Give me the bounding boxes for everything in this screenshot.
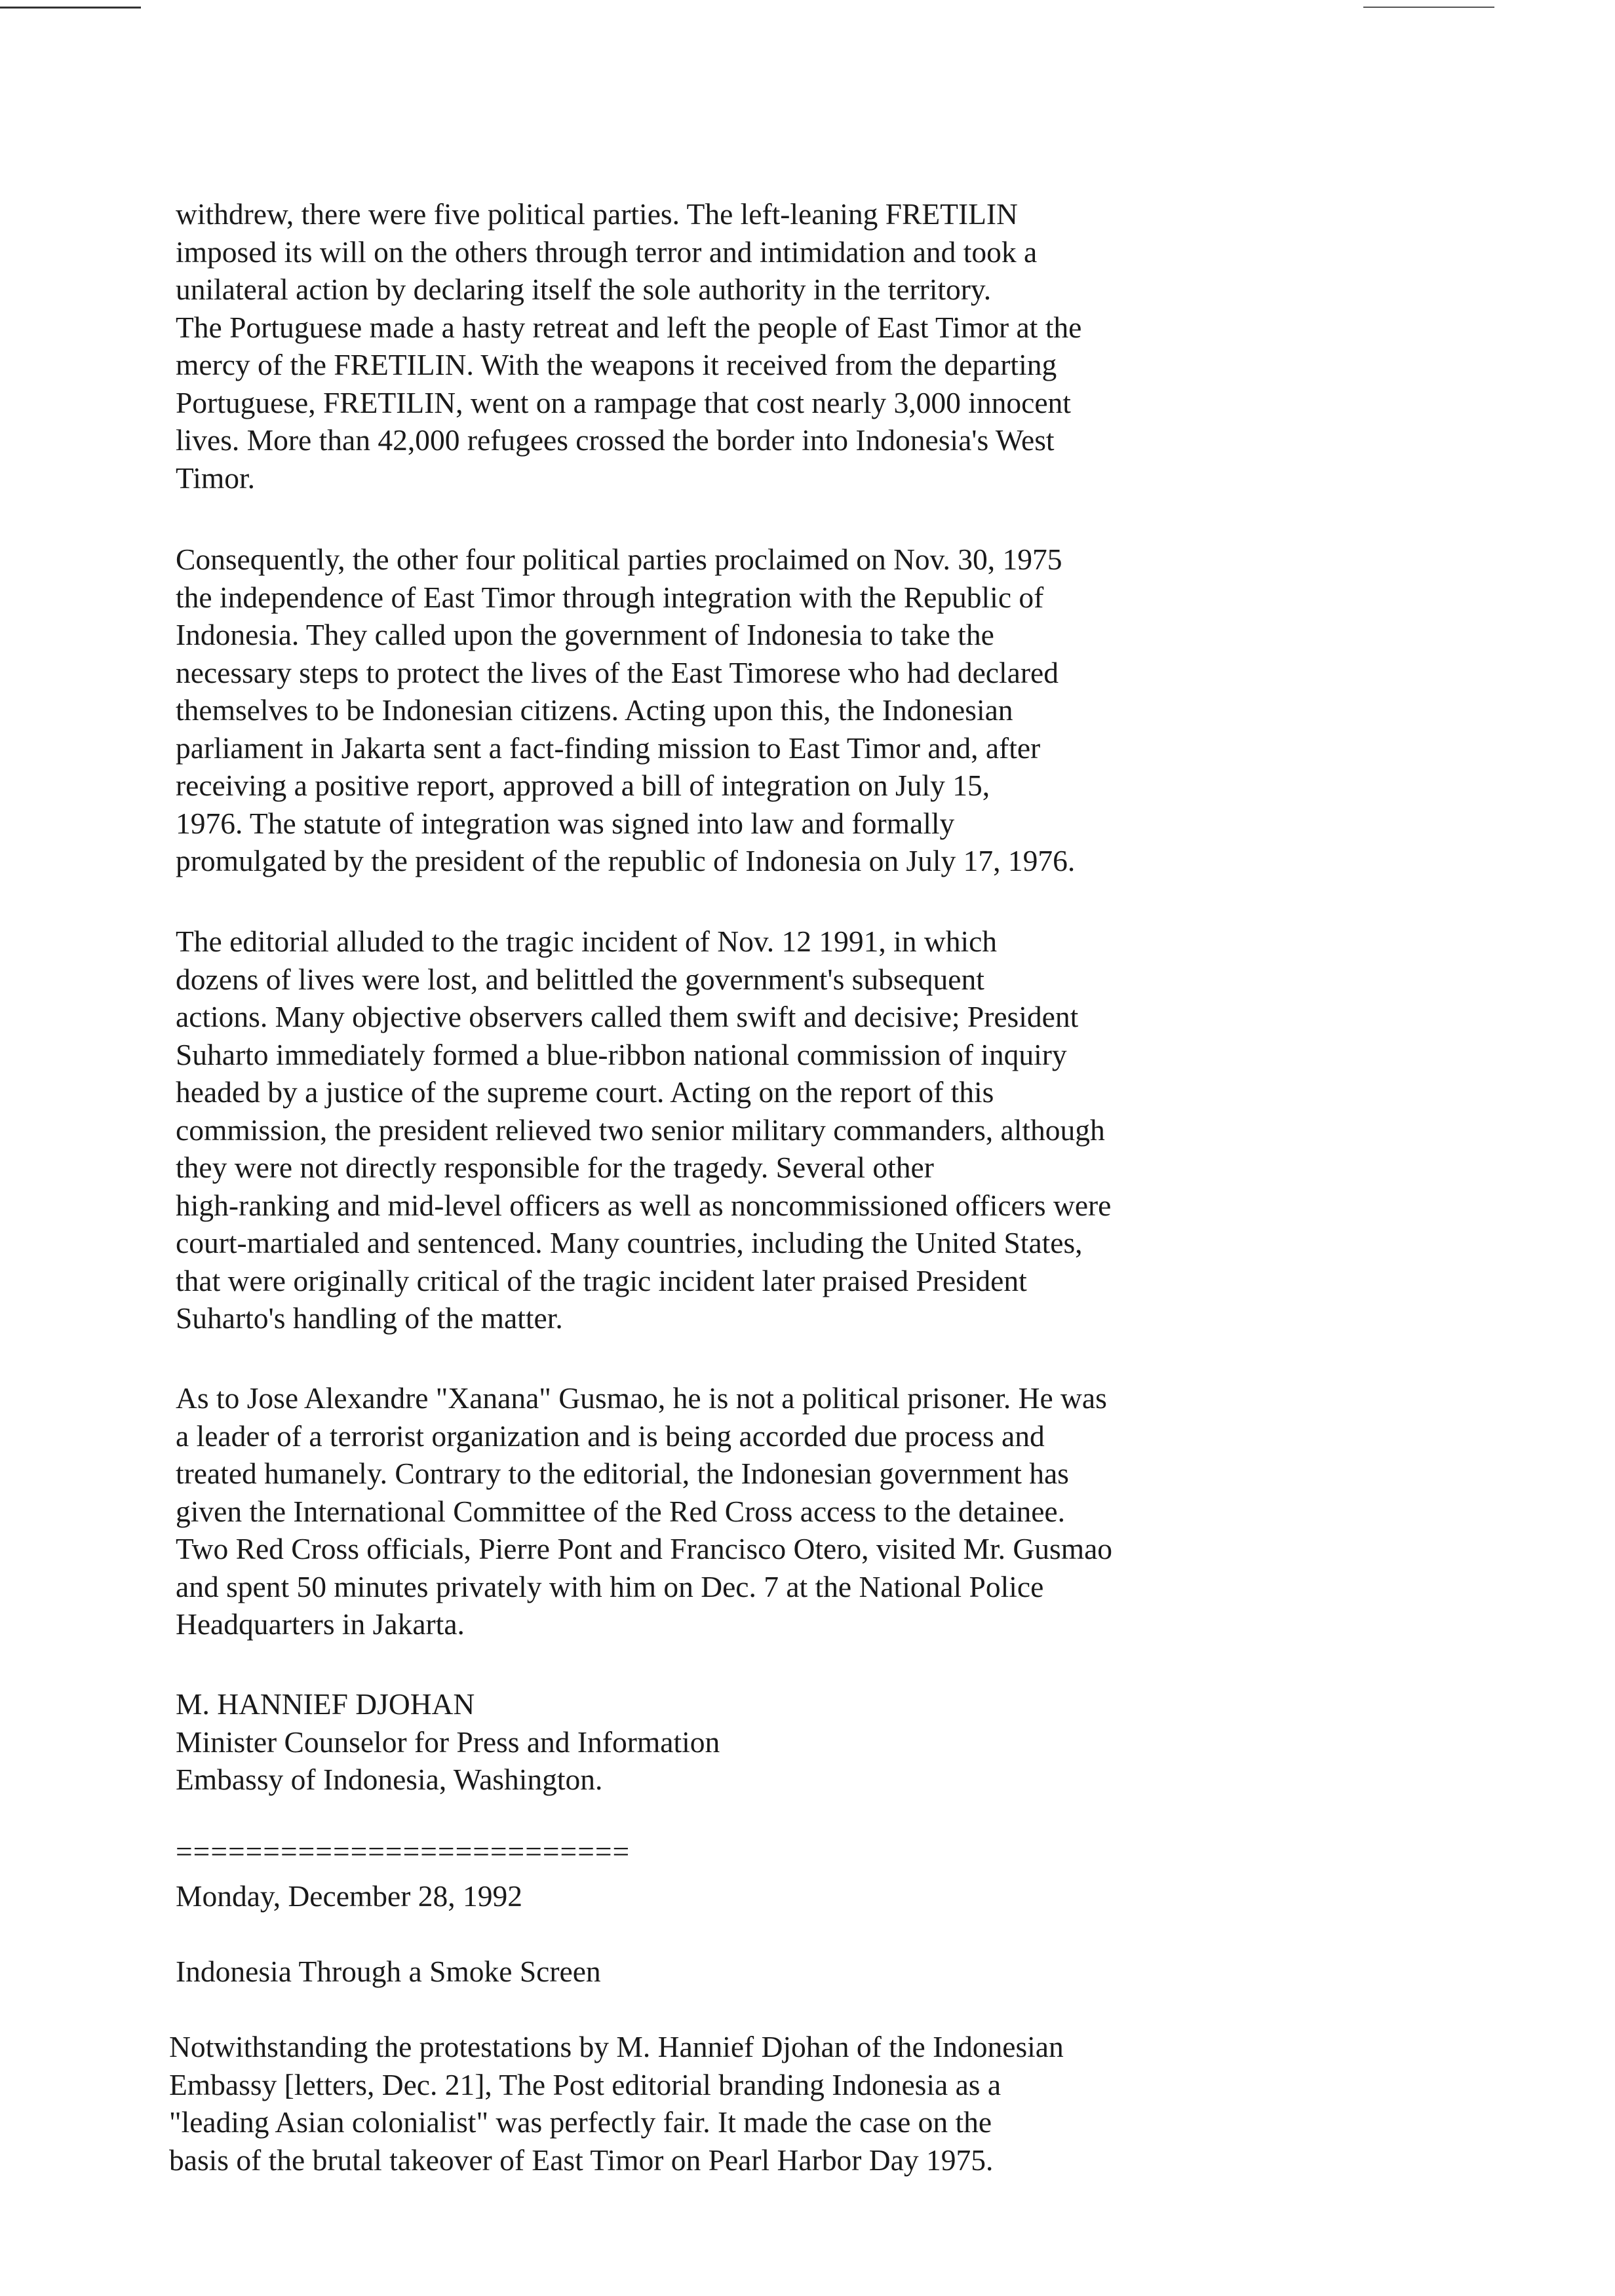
scan-edge-rule-right (1363, 7, 1494, 8)
text-line: high-ranking and mid-level officers as well as noncommissioned officers were (176, 1188, 1112, 1222)
text-line: unilateral action by declaring itself the sole authority in the territory. (176, 273, 992, 306)
text-line: imposed its will on the others through terror and intimidation and took a (176, 235, 1038, 269)
text-line: commission, the president relieved two senior military commanders, although (176, 1113, 1105, 1147)
paragraph-1 (176, 195, 1329, 497)
text-line: a leader of a terrorist organization and is being accorded due process and (176, 1419, 1045, 1453)
article-headline (176, 1953, 1329, 1991)
text-line: As to Jose Alexandre "Xanana" Gusmao, he is not a political prisoner. He was (176, 1381, 1107, 1415)
text-line: The editorial alluded to the tragic incident of Nov. 12 1991, in which (176, 925, 998, 958)
signature-organization: Embassy of Indonesia, Washington. (176, 1763, 603, 1796)
text-line: Embassy [letters, Dec. 21], The Post editorial branding Indonesia as a (169, 2067, 1002, 2101)
text-line: receiving a positive report, approved a bill of integration on July 15, (176, 769, 990, 802)
paragraph-2 (176, 541, 1329, 880)
dateline (176, 1877, 1329, 1915)
text-line: Consequently, the other four political parties proclaimed on Nov. 30, 1975 (176, 543, 1062, 576)
text-line: themselves to be Indonesian citizens. Acting upon this, the Indonesian (176, 693, 1013, 727)
signature-title: Minister Counselor for Press and Information (176, 1725, 720, 1759)
text-line: that were originally critical of the tragic incident later praised President (176, 1263, 1027, 1297)
text-line: actions. Many objective observers called them swift and decisive; President (176, 1000, 1079, 1033)
text-line: they were not directly responsible for the tragedy. Several other (176, 1151, 934, 1184)
text-line: treated humanely. Contrary to the editorial, the Indonesian government has (176, 1457, 1069, 1490)
text-line: withdrew, there were five political parties. The left-leaning FRETILIN (176, 197, 1018, 231)
text-line: court-martialed and sentenced. Many countries, including the United States, (176, 1226, 1083, 1259)
text-line: Notwithstanding the protestations by M. Hannief Djohan of the Indonesian (169, 2030, 1064, 2063)
text-line: given the International Committee of the Red Cross access to the detainee. (176, 1494, 1066, 1528)
text-line: "leading Asian colonialist" was perfectly fair. It made the case on the (169, 2105, 992, 2139)
text-line: basis of the brutal takeover of East Timor on Pearl Harbor Day 1975. (169, 2143, 994, 2177)
text-line: promulgated by the president of the republic of Indonesia on July 17, 1976. (176, 844, 1076, 877)
text-line: necessary steps to protect the lives of the East Timorese who had declared (176, 655, 1059, 689)
text-line: Portuguese, FRETILIN, went on a rampage that cost nearly 3,000 innocent (176, 385, 1071, 419)
signature-name: M. HANNIEF DJOHAN (176, 1687, 475, 1721)
text-line: The Portuguese made a hasty retreat and left the people of East Timor at the (176, 310, 1082, 344)
text-line: dozens of lives were lost, and belittled the government's subsequent (176, 962, 984, 996)
text-line: mercy of the FRETILIN. With the weapons it received from the departing (176, 348, 1057, 381)
text-line: headed by a justice of the supreme court. Acting on the report of this (176, 1075, 994, 1109)
text-line: parliament in Jakarta sent a fact-finding mission to East Timor and, after (176, 731, 1041, 765)
section-divider (176, 1833, 1329, 1871)
text-line: lives. More than 42,000 refugees crossed the border into Indonesia's West (176, 423, 1055, 457)
scan-edge-rule-left (0, 7, 141, 9)
divider-text: ========================== (176, 1835, 631, 1868)
dateline-text: Monday, December 28, 1992 (176, 1879, 523, 1913)
paragraph-3 (176, 923, 1329, 1337)
paragraph-5 (169, 2028, 1323, 2179)
text-line: and spent 50 minutes privately with him on Dec. 7 at the National Police (176, 1569, 1044, 1603)
signature-block (176, 1685, 1329, 1799)
headline-text: Indonesia Through a Smoke Screen (176, 1955, 601, 1988)
paragraph-4 (176, 1379, 1329, 1643)
text-line: Suharto immediately formed a blue-ribbon national commission of inquiry (176, 1037, 1067, 1071)
text-line: the independence of East Timor through integration with the Republic of (176, 580, 1044, 614)
text-line: Indonesia. They called upon the government of Indonesia to take the (176, 618, 994, 651)
text-line: Suharto's handling of the matter. (176, 1301, 563, 1335)
text-line: Headquarters in Jakarta. (176, 1607, 465, 1641)
text-line: Two Red Cross officials, Pierre Pont and Francisco Otero, visited Mr. Gusmao (176, 1532, 1113, 1565)
text-line: 1976. The statute of integration was signed into law and formally (176, 806, 955, 840)
text-line: Timor. (176, 461, 255, 495)
